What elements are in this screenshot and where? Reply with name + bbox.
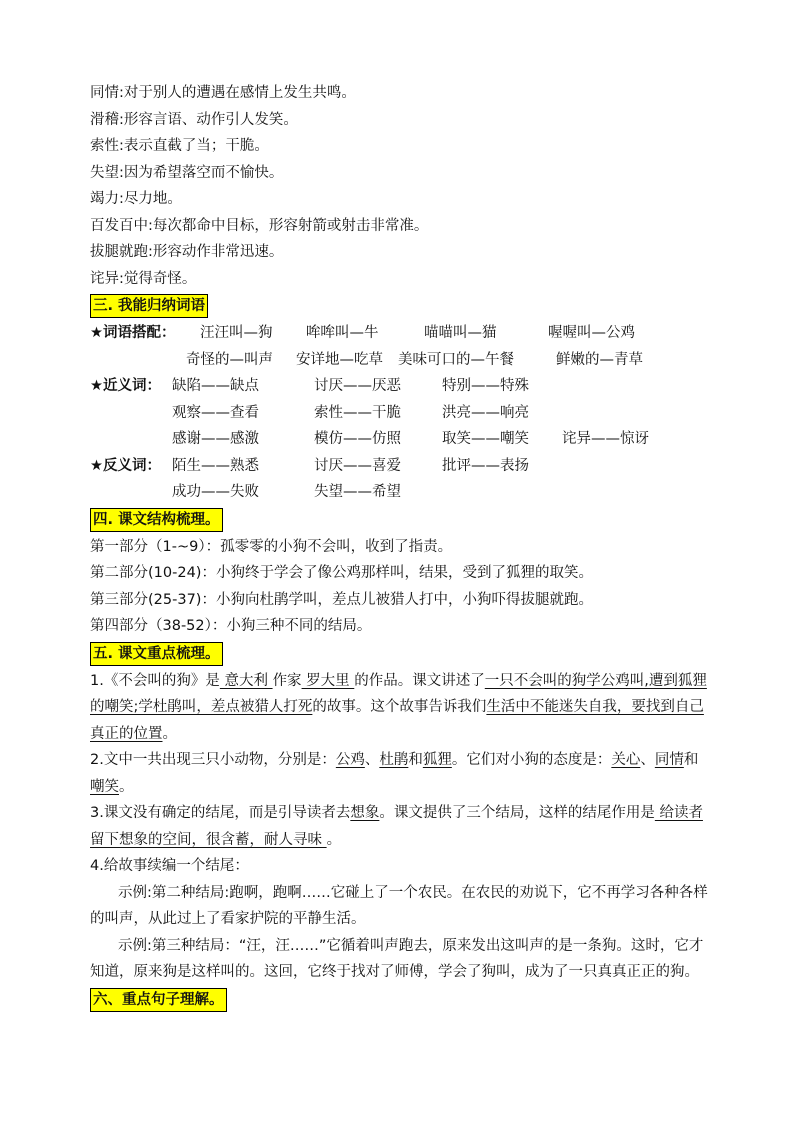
answer-underlined: 狐狸 xyxy=(422,752,452,768)
text-run: 和 xyxy=(683,752,699,768)
text-run: 。 xyxy=(119,778,134,795)
antonym-item: 陌生——熟悉 xyxy=(172,457,259,474)
definition-item xyxy=(90,239,710,266)
definition-term: 索性 xyxy=(90,138,119,154)
collocation-item: 鲜嫩的—青草 xyxy=(556,351,643,368)
definition-sep: : xyxy=(119,111,124,128)
definition-sep: : xyxy=(119,138,124,154)
keypoint-paragraph-3 xyxy=(90,800,710,853)
collocation-item: 美味可口的—午餐 xyxy=(398,351,514,368)
definition-sep: : xyxy=(148,217,153,234)
synonym-item: 特别——特殊 xyxy=(442,378,529,394)
synonym-item: 洪亮——响亮 xyxy=(442,404,529,421)
definition-sep: : xyxy=(148,244,153,260)
collocation-item: 喔喔叫—公鸡 xyxy=(548,325,635,341)
definition-term: 竭力 xyxy=(90,191,119,207)
definition-term: 拔腿就跑 xyxy=(90,244,148,260)
answer-underlined: 嘲笑 xyxy=(90,778,119,795)
definition-text: 形容言语、动作引人发笑。 xyxy=(123,111,298,128)
text-run: 。 xyxy=(162,725,177,742)
antonym-row xyxy=(90,479,710,506)
definition-sep: : xyxy=(119,85,124,101)
synonym-row xyxy=(90,426,710,453)
synonym-item: 诧异——惊讶 xyxy=(562,431,649,447)
text-run: 、 xyxy=(364,752,380,768)
definition-term: 滑稽 xyxy=(90,111,119,128)
synonym-item: 索性——干脆 xyxy=(314,404,401,421)
synonym-row xyxy=(90,400,710,427)
section-heading: 六、重点句子理解。 xyxy=(90,988,227,1012)
definition-text: 表示直截了当；干脆。 xyxy=(123,138,269,154)
definition-list xyxy=(90,80,710,292)
answer-underlined: 同情 xyxy=(654,752,684,768)
text-run: 作家 xyxy=(272,672,302,689)
answer-underlined: 想象 xyxy=(350,805,380,821)
answer-underlined: 意大利 xyxy=(219,672,273,689)
definition-item xyxy=(90,266,710,293)
definition-sep: : xyxy=(119,191,124,207)
definition-sep: : xyxy=(119,270,124,287)
answer-underlined: 关心 xyxy=(611,752,641,768)
answer-underlined: 罗大里 xyxy=(301,672,355,689)
section-heading: 五. 课文重点梳理。 xyxy=(90,642,223,666)
antonym-item: 批评——表扬 xyxy=(442,457,529,474)
definition-text: 因为希望落空而不愉快。 xyxy=(123,164,284,181)
definition-item xyxy=(90,133,710,160)
definition-text: 尽力地。 xyxy=(123,191,182,207)
collocation-label: ★词语搭配： xyxy=(90,325,176,341)
synonym-item: 讨厌——厌恶 xyxy=(314,378,401,394)
text-run: 的作品。课文讲述了 xyxy=(354,672,485,689)
collocation-item: 汪汪叫—狗 xyxy=(200,325,273,341)
definition-text: 对于别人的遭遇在感情上发生共鸣。 xyxy=(123,85,356,101)
synonym-item: 感谢——感激 xyxy=(172,431,259,447)
structure-part: 第三部分(25-37)：小狗向杜鹃学叫，差点儿被猎人打中，小狗吓得拔腿就跑。 xyxy=(90,591,593,608)
collocation-item: 奇怪的—叫声 xyxy=(186,351,273,368)
synonym-item: 观察——查看 xyxy=(172,404,259,421)
synonym-item: 取笑——嘲笑 xyxy=(442,431,529,447)
document-page xyxy=(90,80,710,1014)
definition-text: 形容动作非常迅速。 xyxy=(152,244,284,260)
text-run: 。课文提供了三个结局，这样的结尾作用是 xyxy=(379,805,655,821)
structure-part: 第二部分(10-24)：小狗终于学会了像公鸡那样叫，结果，受到了狐狸的取笑。 xyxy=(90,565,593,581)
structure-part: 第四部分（38-52）：小狗三种不同的结局。 xyxy=(90,618,372,634)
structure-part: 第一部分（1-~9）：孤零零的小狗不会叫，收到了指责。 xyxy=(90,538,453,555)
definition-item xyxy=(90,107,710,134)
keypoint-paragraph-4-title: 4.给故事续编一个结尾： xyxy=(90,858,249,874)
text-run: 、 xyxy=(640,752,655,768)
definition-text: 每次都命中目标，形容射箭或射击非常准。 xyxy=(152,217,429,234)
example-paragraph: 示例:第三种结局：“汪，汪……”它循着叫声跑去，原来发出这叫声的是一条狗。这时，它才知道，原来狗是这样叫的。这回，它终于找对了师傅，学会了狗叫，成为了一只真真正正的狗。 xyxy=(90,937,704,980)
text-run: 2.文中一共出现三只小动物，分别是： xyxy=(90,752,336,768)
answer-underlined: 给读者留下想象的空间，很含蓄，耐人寻味 xyxy=(90,805,703,848)
synonym-item: 缺陷——缺点 xyxy=(172,378,259,394)
definition-item xyxy=(90,213,710,240)
collocation-row xyxy=(90,347,710,374)
definition-term: 同情 xyxy=(90,85,119,101)
antonym-item: 讨厌——喜爱 xyxy=(314,457,401,474)
definition-sep: : xyxy=(119,164,124,181)
antonym-row xyxy=(90,453,710,480)
synonym-label: ★近义词： xyxy=(90,378,161,394)
definition-term: 百发百中 xyxy=(90,217,148,234)
text-run: 。它们对小狗的态度是： xyxy=(451,752,612,768)
keypoint-paragraph-1 xyxy=(90,668,710,748)
synonym-item: 模仿——仿照 xyxy=(314,431,401,447)
definition-text: 觉得奇怪。 xyxy=(123,270,197,287)
answer-underlined: 杜鹃 xyxy=(379,752,409,768)
collocation-item: 喵喵叫—猫 xyxy=(424,325,497,341)
collocation-row xyxy=(90,320,710,347)
answer-underlined: 一只不会叫的狗学公鸡叫,遭到狐狸的嘲笑;学杜鹃叫，差点被猎人打死 xyxy=(90,672,707,715)
text-run: 和 xyxy=(408,752,423,768)
antonym-item: 成功——失败 xyxy=(172,484,259,500)
definition-item xyxy=(90,186,710,213)
synonym-row xyxy=(90,373,710,400)
section-heading: 四. 课文结构梳理。 xyxy=(90,508,223,532)
collocation-item: 安详地—吃草 xyxy=(296,351,383,368)
collocation-item: 哞哞叫—牛 xyxy=(306,325,379,341)
text-run: 。 xyxy=(326,831,342,848)
antonym-label: ★反义词： xyxy=(90,457,161,474)
answer-underlined: 公鸡 xyxy=(335,752,365,768)
definition-item xyxy=(90,80,710,107)
antonym-item: 失望——希望 xyxy=(314,484,401,500)
text-run: 的故事。这个故事告诉我们 xyxy=(312,699,487,715)
definition-term: 失望 xyxy=(90,164,119,181)
section-heading: 三. 我能归纳词语 xyxy=(90,294,208,318)
text-run: 3.课文没有确定的结尾，而是引导读者去 xyxy=(90,805,351,821)
example-paragraph: 示例:第二种结局:跑啊，跑啊……它碰上了一个农民。在农民的劝说下，它不再学习各种各样的叫声，从此过上了看家护院的平静生活。 xyxy=(90,884,708,927)
definition-item xyxy=(90,160,710,187)
definition-term: 诧异 xyxy=(90,270,119,287)
answer-underlined: 生活中不能迷失自我，要找到自己真正的位置 xyxy=(90,699,704,742)
keypoint-paragraph-2 xyxy=(90,747,710,800)
text-run: 1.《不会叫的狗》是 xyxy=(90,672,220,689)
